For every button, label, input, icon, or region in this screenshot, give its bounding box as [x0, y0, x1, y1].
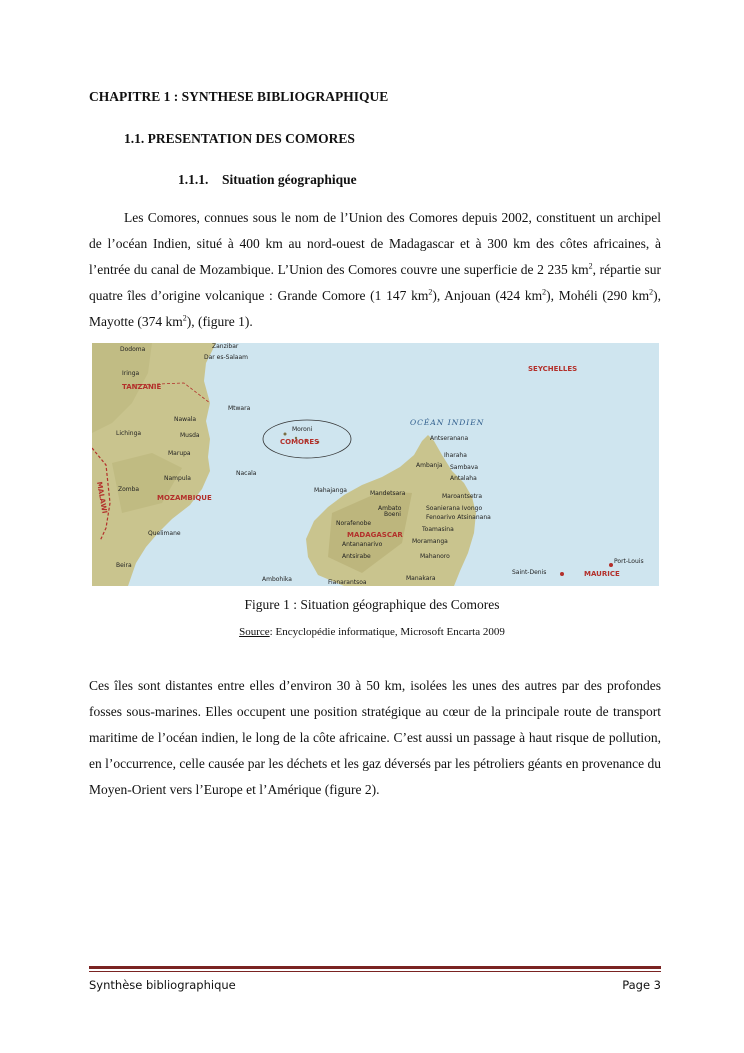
map-place: Soanierana Ivongo	[426, 505, 483, 512]
map-place: Zanzibar	[212, 343, 239, 350]
figure-caption: Figure 1 : Situation géographique des Comores	[244, 597, 500, 612]
map-place: Ambato	[378, 505, 402, 512]
map-place: Antseranana	[430, 435, 469, 442]
map-place: Antananarivo	[342, 541, 383, 548]
map-label-malawi: MALAWI	[94, 481, 109, 515]
map-place: Moroni	[292, 426, 313, 433]
map-place: Antalaha	[450, 475, 477, 482]
map-place: Dar es-Salaam	[204, 354, 249, 361]
map-label-tanzanie: TANZANIE	[122, 383, 162, 391]
map-place: Toamasina	[422, 526, 454, 533]
section-heading: 1.1. PRESENTATION DES COMORES	[124, 131, 355, 146]
map-place: Iharaha	[444, 452, 467, 459]
body-paragraph: Ces îles sont distantes entre elles d’environ 30 à 50 km, isolées les unes des autres par des profondes fosses sous-marines. Elles occupent une position stratégique au cœur de la principale route de transport maritime de l’océan indien, le long de la côte africaine. C’est aussi un passage à haut risque de pollution, en l’occurrence, celle causée par les déchets et les gaz déversés par les pétroliers géants en provenance du Moyen-Orient vers l’Europe et l’Amérique (figure 2).	[89, 678, 661, 797]
map-place: Zomba	[118, 486, 140, 493]
map-place: Nacala	[236, 470, 257, 477]
map-label-madagascar: MADAGASCAR	[347, 531, 403, 539]
footer-rule-thick	[89, 966, 661, 969]
para1-text-3: ), Anjouan (424 km	[432, 288, 543, 303]
map-place: Maroantsetra	[442, 493, 483, 500]
map-place: Norafenobe	[336, 520, 372, 527]
map-place: Fianarantsoa	[328, 579, 367, 586]
subsection-title: Situation géographique	[222, 172, 357, 187]
footer-title: Synthèse bibliographique	[89, 978, 236, 992]
map-place: Sambava	[450, 464, 479, 471]
map-label-comores: COMORES	[280, 438, 320, 446]
map-place: Saint-Denis	[512, 569, 547, 576]
map-place: Quelimane	[148, 530, 181, 537]
superscript: 2	[649, 287, 654, 297]
map-place: Boeni	[384, 511, 401, 518]
source-label: Source	[239, 626, 270, 638]
chapter-heading: CHAPITRE 1 : SYNTHESE BIBLIOGRAPHIQUE	[89, 89, 389, 104]
map-label-ocean: OCÉAN INDIEN	[410, 418, 485, 427]
map-place: Mandetsara	[370, 490, 406, 497]
para1-text-5: ), Mayotte (374 km	[89, 288, 661, 329]
map-place: Lichinga	[116, 430, 142, 437]
map-place: Nampula	[164, 475, 191, 482]
map-label-seychelles: SEYCHELLES	[528, 365, 578, 373]
para1-text-1: Les Comores, connues sous le nom de l’Union des Comores depuis 2002, constituent un archipel de l’océan Indien, situé à 400 km au nord-ouest de Madagascar et à 300 km des côtes africaines, à l’entrée du canal de Mozambique. L’Union des Comores couvre une superficie de 2 235 km	[89, 210, 661, 277]
comoros-location-map	[92, 343, 659, 586]
map-place: Ambanja	[416, 462, 443, 469]
page-number: Page 3	[622, 978, 661, 992]
map-place: Antsirabe	[342, 553, 371, 560]
map-place: Beira	[116, 562, 132, 569]
superscript: 2	[182, 313, 187, 323]
map-place: Port-Louis	[614, 558, 644, 565]
map-place: Marupa	[168, 450, 191, 457]
map-place: Moramanga	[412, 538, 448, 545]
para1-text-4: ), Mohéli (290 km	[546, 288, 650, 303]
map-label-maurice: MAURICE	[584, 570, 620, 578]
map-place: Ambohika	[262, 576, 292, 583]
map-label-mozambique: MOZAMBIQUE	[157, 494, 212, 502]
footer-rule-thin	[89, 971, 661, 972]
superscript: 2	[428, 287, 433, 297]
source-text: : Encyclopédie informatique, Microsoft Encarta 2009	[269, 626, 505, 638]
map-place: Mahanoro	[420, 553, 450, 560]
map-place: Musda	[180, 432, 200, 439]
superscript: 2	[542, 287, 547, 297]
superscript: 2	[588, 261, 593, 271]
intro-paragraph	[89, 205, 661, 335]
para1-text-2: , répartie sur quatre îles d’origine volcanique : Grande Comore (1 147 km	[89, 262, 661, 303]
subsection-number: 1.1.1.	[178, 172, 209, 187]
map-place: Dodoma	[120, 346, 146, 353]
figure-source	[0, 626, 744, 638]
map-place: Mtwara	[228, 405, 251, 412]
map-place: Fenoarivo Atsinanana	[426, 514, 491, 521]
subsection-heading	[178, 172, 357, 188]
map-place: Nawala	[174, 416, 197, 423]
map-place: Mahajanga	[314, 487, 347, 494]
map-place: Manakara	[406, 575, 436, 582]
map-place: Iringa	[122, 370, 140, 377]
para1-text-6: ), (figure 1).	[186, 314, 253, 329]
